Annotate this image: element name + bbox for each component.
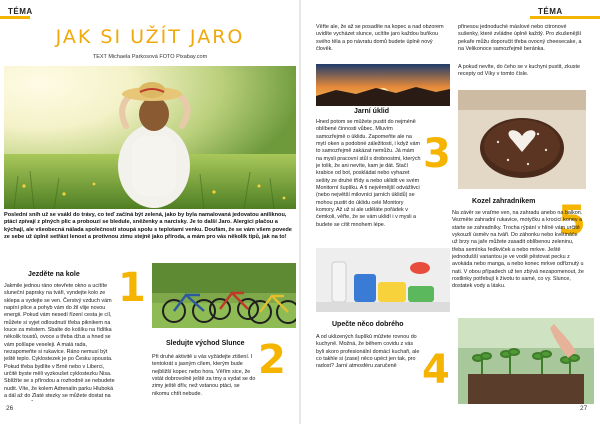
tip-4-body: A od uklizených šuplíků můžete rovnou do kuchyně. Možná, že během covidu z vás byli skoro profesionální domácí kuchaři, ale co takhle si (zase) něco upéct jen tak, pro radost? Jarní atmosféru zaručeně <box>316 334 420 370</box>
section-bar-left <box>0 16 30 19</box>
sunrise-photo <box>316 64 450 106</box>
chocolate-cake-photo <box>458 90 586 189</box>
tip-1-number: 1 <box>118 265 146 311</box>
tip-4-title: Upečte něco dobrého <box>332 321 404 328</box>
bicycles-photo <box>152 263 296 328</box>
seedlings-photo <box>458 318 594 404</box>
tip-5-body: Na závěr se vraťme ven, na zahradu anebo na balkon. Vezměte zahradní rukavice, motyčku a krocicí konev a starte se zahradníky. Trocha rýpání v hlíně vám určitě vykouzlí úsměv na tváři. Do záhonku nebo květináče už brzy na jaře můžete zasadit oblíbenou zeleninu, třeba semínka ředkviček a nebo mrkve. Ještě jednodušší variantou je ve vodě pěstovat pecku z avokáda nebo manga, a nebo konec mrkve odříznutý u nati. V obou případech už ten zbývá nezapomenout, že rostlinky potřebují k životu to samé, co vy. Slunce, dostatek vody a lásku. <box>452 210 584 290</box>
lead-paragraph: Poslední sníh už se vsákl do trávy, co teď začíná být zelená, jako by byla namalovaná jedovatou aniliknou, ptáci zpívají z plných plic a probouzí se bledule, sněženky a narcisky. Je to další Jaro. Alergici plačou a kýchají, ale všeobecná nálada společnosti stoupá spolu s teplotami venku. Doufám, že se vám všem povede ze sebe už úplně setřást lenost a protivnou zimu stejně jako příroda, a mám pro vás několik tipů, jak na to! <box>4 212 292 240</box>
section-label-left: TÉMA <box>8 7 33 16</box>
sunrise-continued-text: Věřte ale, že až se posadíte na kopec a nad obzorem uvidíte vycházet slunce, ucítíte jaro každou buňkou svého těla a po návratu domů budete úplně nový člověk. <box>316 24 444 53</box>
tip-2-number: 2 <box>258 337 286 383</box>
tip-2-title: Sledujte východ Slunce <box>166 340 245 347</box>
tip-5-number: 5 <box>558 198 586 244</box>
right-page <box>300 0 600 424</box>
tip-3-number: 3 <box>423 131 451 177</box>
baking-tip-text: A pokud nevíte, do čeho se v kuchyni pustit, zkuste recepty od Víky v tomto čísle. <box>458 64 580 78</box>
tip-1-body: Jakmile jednou ráno otevřete okno a ucítíte sluneční paprsky na tváři, vyndejte kolo ze sklepa a vydejte se ven. Čerstvý vzduch vám napíní plíce a pohyb vám do žil vlije novou energii. Pokud vám nesedí řízení cesta je cíl, můžete si vyjet odloudnutí třeba piknikem na louce za městem. Sbalte do košíku na řídítka několik toustů, ovoce a třeba džus a hned se vám pošlape veseleji. A malá rada, nezapomeňte si rukavice. Ráno nemusí být ještě teplo. Cyklostezek je po Česku spousta. Pokud třeba bydlíte v Brně nebo v Liberci, určitě byste měli vyzkoušet cyklostezku Nisa. Sblížíte se s přírodou a rozhodně se nebudete nudit. Víte, že kolem Adrenalin parku Hluboká a dál až do Zlaté stezky se můžete dostat na <box>4 283 115 400</box>
tip-1-title: Jezděte na kole <box>28 271 80 278</box>
section-bar-right <box>530 16 600 19</box>
tip-3-body: Hned potom se můžete pustit do nejméně oblíbené činnosti vůbec. Mluvím samozřejmě o úklidu. Zapomeňte ale na mytí oken a podobné záležitosti, i když vám to samozřejmě zakázat nemůžu. Já mám na mysli pracovní stůl s drobnostmi, kterých je tolik, že ani nevíte, kam je dát. Stačí krabice od bot, poskládat nebo vyhazet sešity ze druhé třídy a nebo uklidit ve svém Monitorní šuplíku. A ti nejvěrnější odvážlivci (nebo největší milovníci jarních úklidů) se mohou pustit do úklidu celé Monitory komory. Až už si ale uděláte pořádek v čemkoli, věřte, že se vám uklidí i v mysli a budete se cítit mnohem lépe. <box>316 119 421 228</box>
hero-photo-spring-field <box>4 66 296 209</box>
credit-line: TEXT Michaela Parkosová FOTO Pixabay.com <box>92 54 208 60</box>
tip-3-title: Jarní úklid <box>354 108 390 115</box>
baking-continued-text: přinesou jednoduché máslové nebo citronové sušenky, které zvládne úplně každý. Pro zkušenější pekaře můžu doporučit třeba ovocný cheesecake, a na Velikonoce samozřejmě beránka. <box>458 24 582 53</box>
tip-2-body: Při druhé aktivitě u vás vyžádejte ztišení. I tentokrát s jasným cílem, kterým bude nejbližší kopec nebo hora. Věřím sice, že vstát dobrovolně ještě za tmy a vydat se do zimy ještě dřív, než vstanou ptáci, se nikomu chtít nebude. <box>152 354 256 397</box>
tip-5-title: Kozel zahradníkem <box>472 198 536 205</box>
tip-4-number: 4 <box>422 347 450 393</box>
cleaning-supplies-photo <box>316 248 450 312</box>
page-title: JAK SI UŽÍT JARO <box>55 26 245 48</box>
page-number-right: 27 <box>580 405 588 412</box>
page-number-left: 26 <box>6 405 14 412</box>
section-label-right: TÉMA <box>538 7 563 16</box>
